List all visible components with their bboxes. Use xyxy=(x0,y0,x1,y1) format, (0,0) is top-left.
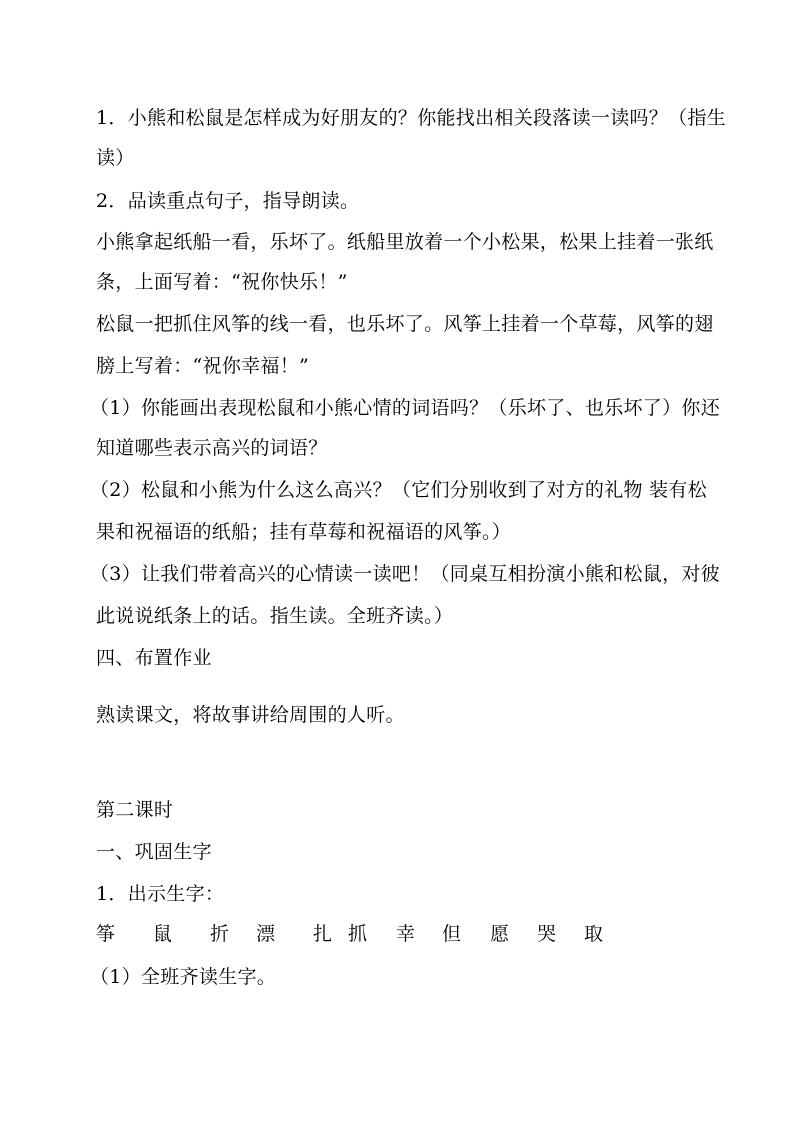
sub-question-1-line-1: （1）你能画出表现松鼠和小熊心情的词语吗？（乐坏了、也乐坏了）你还 xyxy=(90,397,720,419)
show-characters-heading: 1．出示生字： xyxy=(96,883,225,905)
part-1-heading: 一、巩固生字 xyxy=(96,841,212,863)
quote-2-line-1: 松鼠一把抓住风筝的线一看，也乐坏了。风筝上挂着一个草莓，风筝的翅 xyxy=(96,313,714,335)
new-characters-row xyxy=(0,922,794,948)
read-characters-instruction: （1）全班齐读生字。 xyxy=(90,966,277,988)
character: 筝 xyxy=(96,923,116,945)
item-2-heading: 2．品读重点句子，指导朗读。 xyxy=(96,190,360,212)
homework-text: 熟读课文，将故事讲给周围的人听。 xyxy=(96,704,405,726)
character: 扎 xyxy=(313,923,333,945)
question-1-continued: 读） xyxy=(96,147,135,169)
sub-question-3-line-2: 此说说纸条上的话。指生读。全班齐读。） xyxy=(96,605,454,627)
sub-question-2-line-2: 果和祝福语的纸船；挂有草莓和祝福语的风筝。） xyxy=(96,521,512,543)
sub-question-1-line-2: 知道哪些表示高兴的词语？ xyxy=(96,437,328,459)
quote-1-line-2: 条，上面写着：“祝你快乐！” xyxy=(96,271,348,293)
question-1: 1．小熊和松鼠是怎样成为好朋友的？你能找出相关段落读一读吗？（指生 xyxy=(96,107,726,129)
character: 但 xyxy=(442,923,462,945)
sub-question-3-line-1: （3）让我们带着高兴的心情读一读吧！（同桌互相扮演小熊和松鼠，对彼 xyxy=(90,563,720,585)
character: 折 xyxy=(210,923,230,945)
character: 愿 xyxy=(490,923,510,945)
lesson-2-heading: 第二课时 xyxy=(96,799,174,821)
section-4-heading: 四、布置作业 xyxy=(96,647,212,669)
sub-question-2-line-1: （2）松鼠和小熊为什么这么高兴？（它们分别收到了对方的礼物 装有松 xyxy=(90,479,708,501)
character: 漂 xyxy=(256,923,276,945)
character: 哭 xyxy=(537,923,557,945)
character: 取 xyxy=(584,923,604,945)
quote-2-line-2: 膀上写着：“祝你幸福！” xyxy=(96,355,310,377)
quote-1-line-1: 小熊拿起纸船一看，乐坏了。纸船里放着一个小松果，松果上挂着一张纸 xyxy=(96,231,714,253)
character: 幸 xyxy=(396,923,416,945)
character: 抓 xyxy=(348,923,368,945)
character: 鼠 xyxy=(153,923,173,945)
